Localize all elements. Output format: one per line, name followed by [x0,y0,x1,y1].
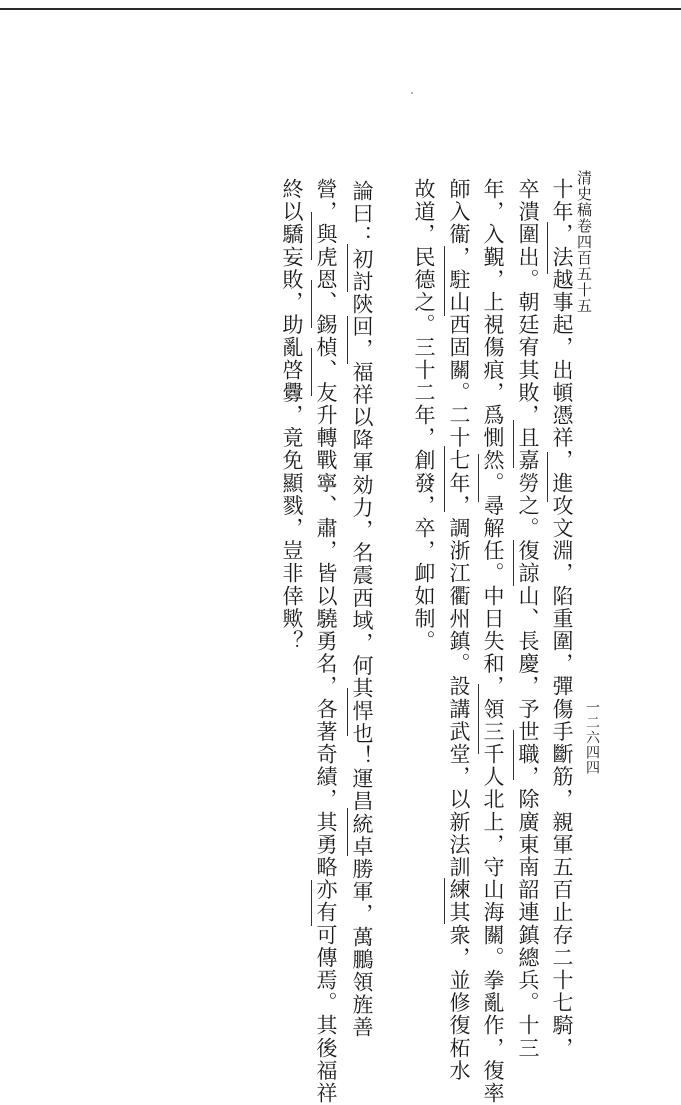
name-mark [347,688,348,736]
running-header: 清史稿卷四百五十五 [575,170,593,314]
name-mark [478,454,479,502]
name-mark [311,212,312,260]
text-column-2: 卒潰圍出。朝廷宥其敗，且嘉勞之。復諒山、長慶，予世職，除廣東南韶連鎮總兵。十三 [516,178,540,1060]
commentary-column-2: 營，與虎恩、錫楨、友升轉戰寧、肅，皆以驍勇名，各著奇績，其勇略亦有可傳焉。其後福祥 [314,178,338,1105]
name-mark [311,348,312,396]
name-mark [347,244,348,292]
text-column-5: 故道，民德之。三十二年，創發，卒，卹如制。 [412,178,436,653]
name-mark [311,280,312,328]
name-mark [444,246,445,316]
name-mark [347,316,348,364]
name-mark [444,878,445,924]
name-mark [311,880,312,926]
scan-speck [411,92,413,94]
top-border-rule [0,8,681,10]
name-mark [478,684,479,754]
commentary-column-3: 終以驕妄敗，助亂啓釁，竟免顯戮，豈非倖歟？ [280,178,304,653]
text-column-1: 十年，法越事起，出頓憑祥，進攻文淵，陷重圍，彈傷手斷筋，親軍五百止存二十七騎， [550,178,574,1060]
name-mark [347,808,348,856]
name-mark [513,420,514,468]
name-mark [547,222,548,274]
text-column-3: 年，入覲，上視傷痕，爲惻然。尋解任。中日失和，領三千人北上，守山海關。拳亂作，復率 [481,178,505,1105]
page-number: 一二六四四 [584,700,600,775]
name-mark [444,446,445,512]
name-mark [513,540,514,586]
name-mark [547,452,548,502]
commentary-column-1: 論曰：初討陝回，福祥以降軍効力，名震西域，何其悍也！運昌統卓勝軍，萬鵬領旌善 [350,180,374,1039]
name-mark [513,730,514,780]
text-column-4: 師入衞，駐山西固關。二十七年，調浙江衢州鎮。設講武堂，以新法訓練其衆，並修復柘水 [447,178,471,1082]
